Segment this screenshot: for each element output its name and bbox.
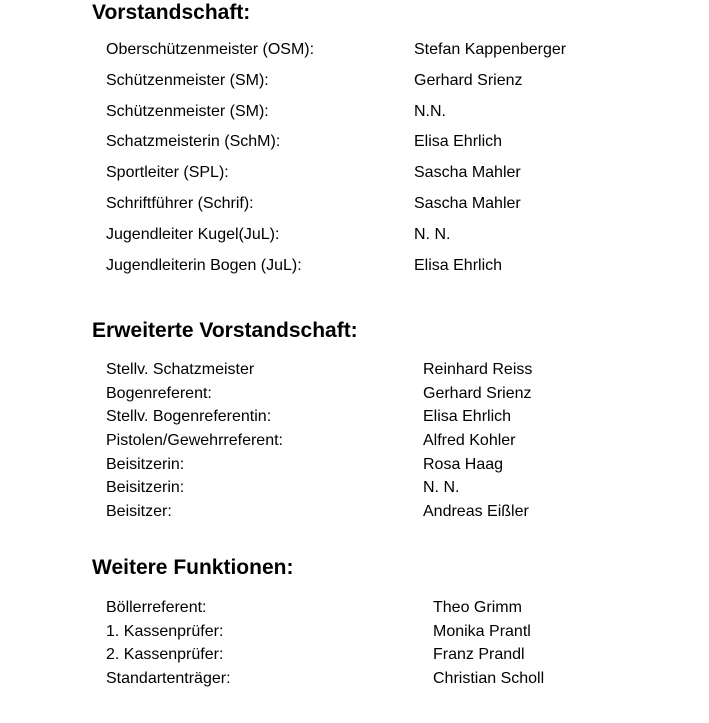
person-name: N.N. [414, 102, 446, 120]
person-name: Franz Prandl [433, 646, 525, 664]
person-name: Reinhard Reiss [423, 361, 533, 378]
role-label: Beisitzer: [106, 503, 172, 521]
person-name: Stefan Kappenberger [414, 41, 567, 58]
role-label: Böllerreferent: [106, 599, 207, 616]
person-name: Elisa Ehrlich [414, 256, 503, 274]
role-label: Sportleiter (SPL): [106, 164, 229, 182]
person-name: Andreas Eißler [423, 503, 529, 521]
section-title-vorstandschaft: Vorstandschaft: [92, 1, 251, 24]
role-label: Jugendleiter Kugel(JuL): [106, 225, 280, 243]
person-name: Elisa Ehrlich [423, 408, 512, 426]
role-label: Pistolen/Gewehrreferent: [106, 432, 283, 450]
role-label: 1. Kassenprüfer: [106, 622, 224, 640]
person-name: Gerhard Srienz [414, 71, 523, 89]
person-name: Gerhard Srienz [423, 384, 532, 402]
person-name: Elisa Ehrlich [414, 133, 503, 151]
role-label: Stellv. Schatzmeister [106, 361, 255, 378]
role-label: Schützenmeister (SM): [106, 102, 269, 120]
role-label: Schriftführer (Schrif): [106, 194, 254, 212]
person-name: Sascha Mahler [414, 164, 521, 182]
person-name: N. N. [414, 225, 451, 243]
role-label: Oberschützenmeister (OSM): [106, 41, 315, 58]
person-name: Rosa Haag [423, 455, 504, 473]
person-name: Theo Grimm [433, 599, 522, 616]
section-title-weitere-funktionen: Weitere Funktionen: [92, 556, 294, 579]
role-label: Beisitzerin: [106, 479, 185, 497]
role-label: Schützenmeister (SM): [106, 71, 269, 89]
person-name: N. N. [423, 479, 460, 497]
person-name: Sascha Mahler [414, 194, 521, 212]
role-label: Schatzmeisterin (SchM): [106, 133, 281, 151]
person-name: Monika Prantl [433, 622, 531, 640]
person-name: Alfred Kohler [423, 432, 516, 450]
role-label: Bogenreferent: [106, 384, 212, 402]
role-label: Jugendleiterin Bogen (JuL): [106, 256, 302, 274]
role-label: 2. Kassenprüfer: [106, 646, 224, 664]
person-name: Christian Scholl [433, 670, 545, 688]
role-label: Standartenträger: [106, 670, 231, 688]
role-label: Stellv. Bogenreferentin: [106, 408, 272, 426]
role-label: Beisitzerin: [106, 455, 185, 473]
section-title-erweiterte-vorstandschaft: Erweiterte Vorstandschaft: [92, 319, 358, 342]
